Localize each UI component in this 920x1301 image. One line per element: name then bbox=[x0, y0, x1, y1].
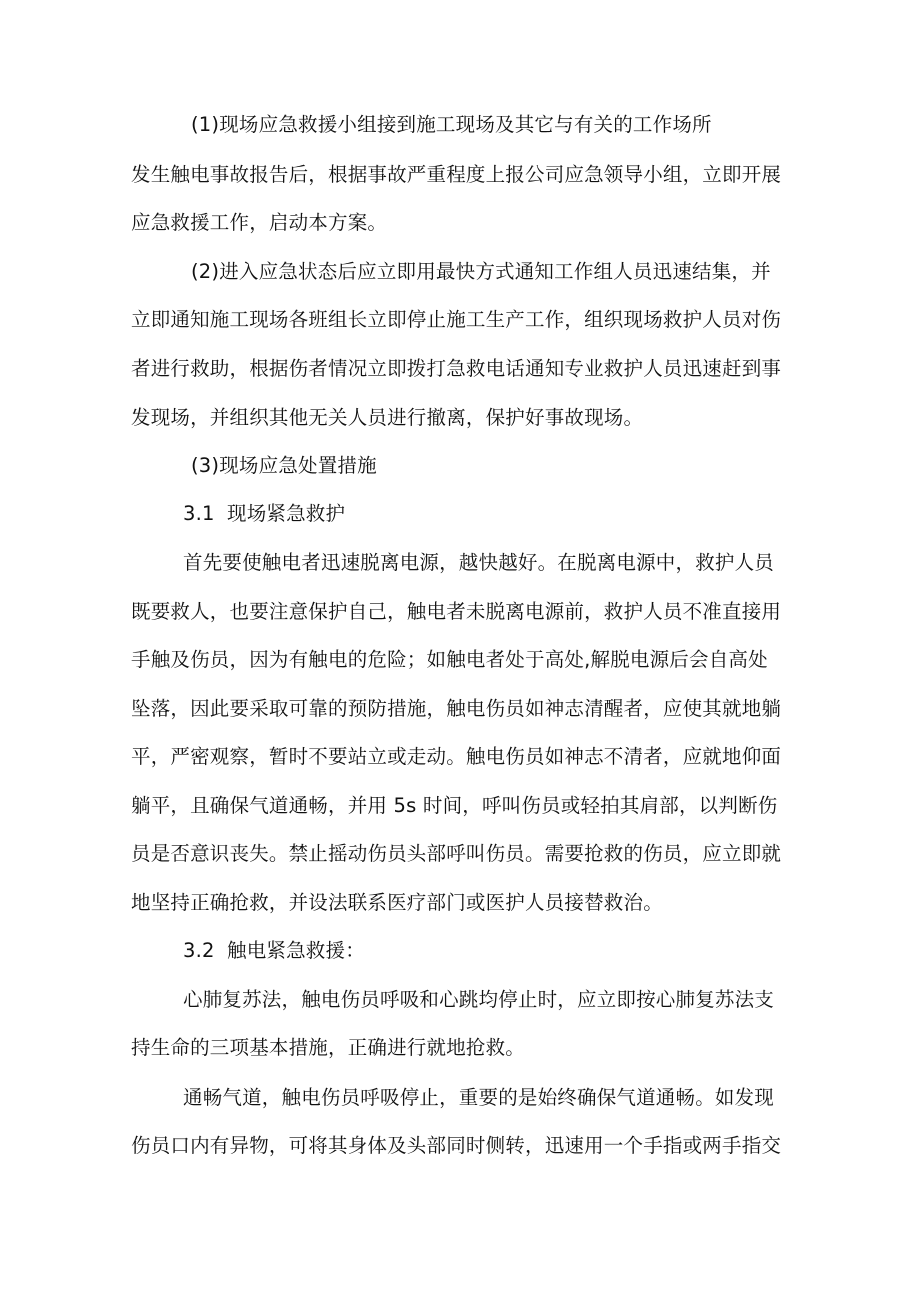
paragraph-5-line-1: 心肺复苏法，触电伤员呼吸和心跳均停止时，应立即按心肺复苏法支 bbox=[183, 988, 775, 1011]
paragraph-6-line-2: 伤员口内有异物，可将其身体及头部同时侧转，迅速用一个手指或两手指交 bbox=[131, 1134, 782, 1157]
paragraph-4-line-2: 既要救人，也要注意保护自己，触电者未脱离电源前，救护人员不准直接用 bbox=[131, 600, 782, 623]
paragraph-6-line-1: 通畅气道，触电伤员呼吸停止，重要的是始终确保气道通畅。如发现 bbox=[183, 1086, 775, 1109]
section-heading-3-2 bbox=[0, 931, 920, 971]
paragraph-4-line-5: 平，严密观察，暂时不要站立或走动。触电伤员如神志不清者，应就地仰面 bbox=[131, 745, 782, 768]
section-3-1-title: 现场紧急救护 bbox=[227, 502, 346, 525]
paragraph-4-line-7: 员是否意识丧失。禁止摇动伤员头部呼叫伤员。需要抢救的伤员，应立即就 bbox=[131, 842, 782, 865]
paragraph-1-line-3: 应急救援工作，启动本方案。 bbox=[131, 211, 388, 234]
section-3-2-title: 触电紧急救援： bbox=[227, 939, 365, 962]
paragraph-4-line-8: 地坚持正确抢救，并设法联系医疗部门或医护人员接替救治。 bbox=[131, 891, 663, 914]
section-heading-3-1 bbox=[0, 494, 920, 534]
paragraph-1-line-1: (1)现场应急救援小组接到施工现场及其它与有关的工作场所 bbox=[191, 113, 712, 136]
paragraph-4-line-1: 首先要使触电者迅速脱离电源，越快越好。在脱离电源中，救护人员 bbox=[183, 551, 775, 574]
paragraph-2-line-2: 立即通知施工现场各班组长立即停止施工生产工作，组织现场救护人员对伤 bbox=[131, 308, 782, 331]
paragraph-2-line-4: 发现场，并组织其他无关人员进行撤离，保护好事故现场。 bbox=[131, 406, 644, 429]
paragraph-4-line-6: 躺平，且确保气道通畅，并用 5s 时间，呼叫伤员或轻拍其肩部，以判断伤 bbox=[131, 794, 778, 817]
paragraph-3-line-1: (3)现场应急处置措施 bbox=[191, 454, 377, 477]
paragraph-4-line-3: 手触及伤员，因为有触电的危险；如触电者处于高处,解脱电源后会自高处 bbox=[131, 648, 768, 671]
paragraph-2-line-3: 者进行救助，根据伤者情况立即拨打急救电话通知专业救护人员迅速赶到事 bbox=[131, 357, 782, 380]
paragraph-2-line-1: (2)进入应急状态后应立即用最快方式通知工作组人员迅速结集，并 bbox=[191, 260, 771, 283]
paragraph-4-line-4: 坠落，因此要采取可靠的预防措施，触电伤员如神志清醒者，应使其就地躺 bbox=[131, 697, 782, 720]
section-3-1-number: 3.1 bbox=[183, 502, 215, 525]
paragraph-5-line-2: 持生命的三项基本措施，正确进行就地抢救。 bbox=[131, 1036, 526, 1059]
paragraph-1-line-2: 发生触电事故报告后，根据事故严重程度上报公司应急领导小组，立即开展 bbox=[131, 163, 782, 186]
section-3-2-number: 3.2 bbox=[183, 939, 215, 962]
